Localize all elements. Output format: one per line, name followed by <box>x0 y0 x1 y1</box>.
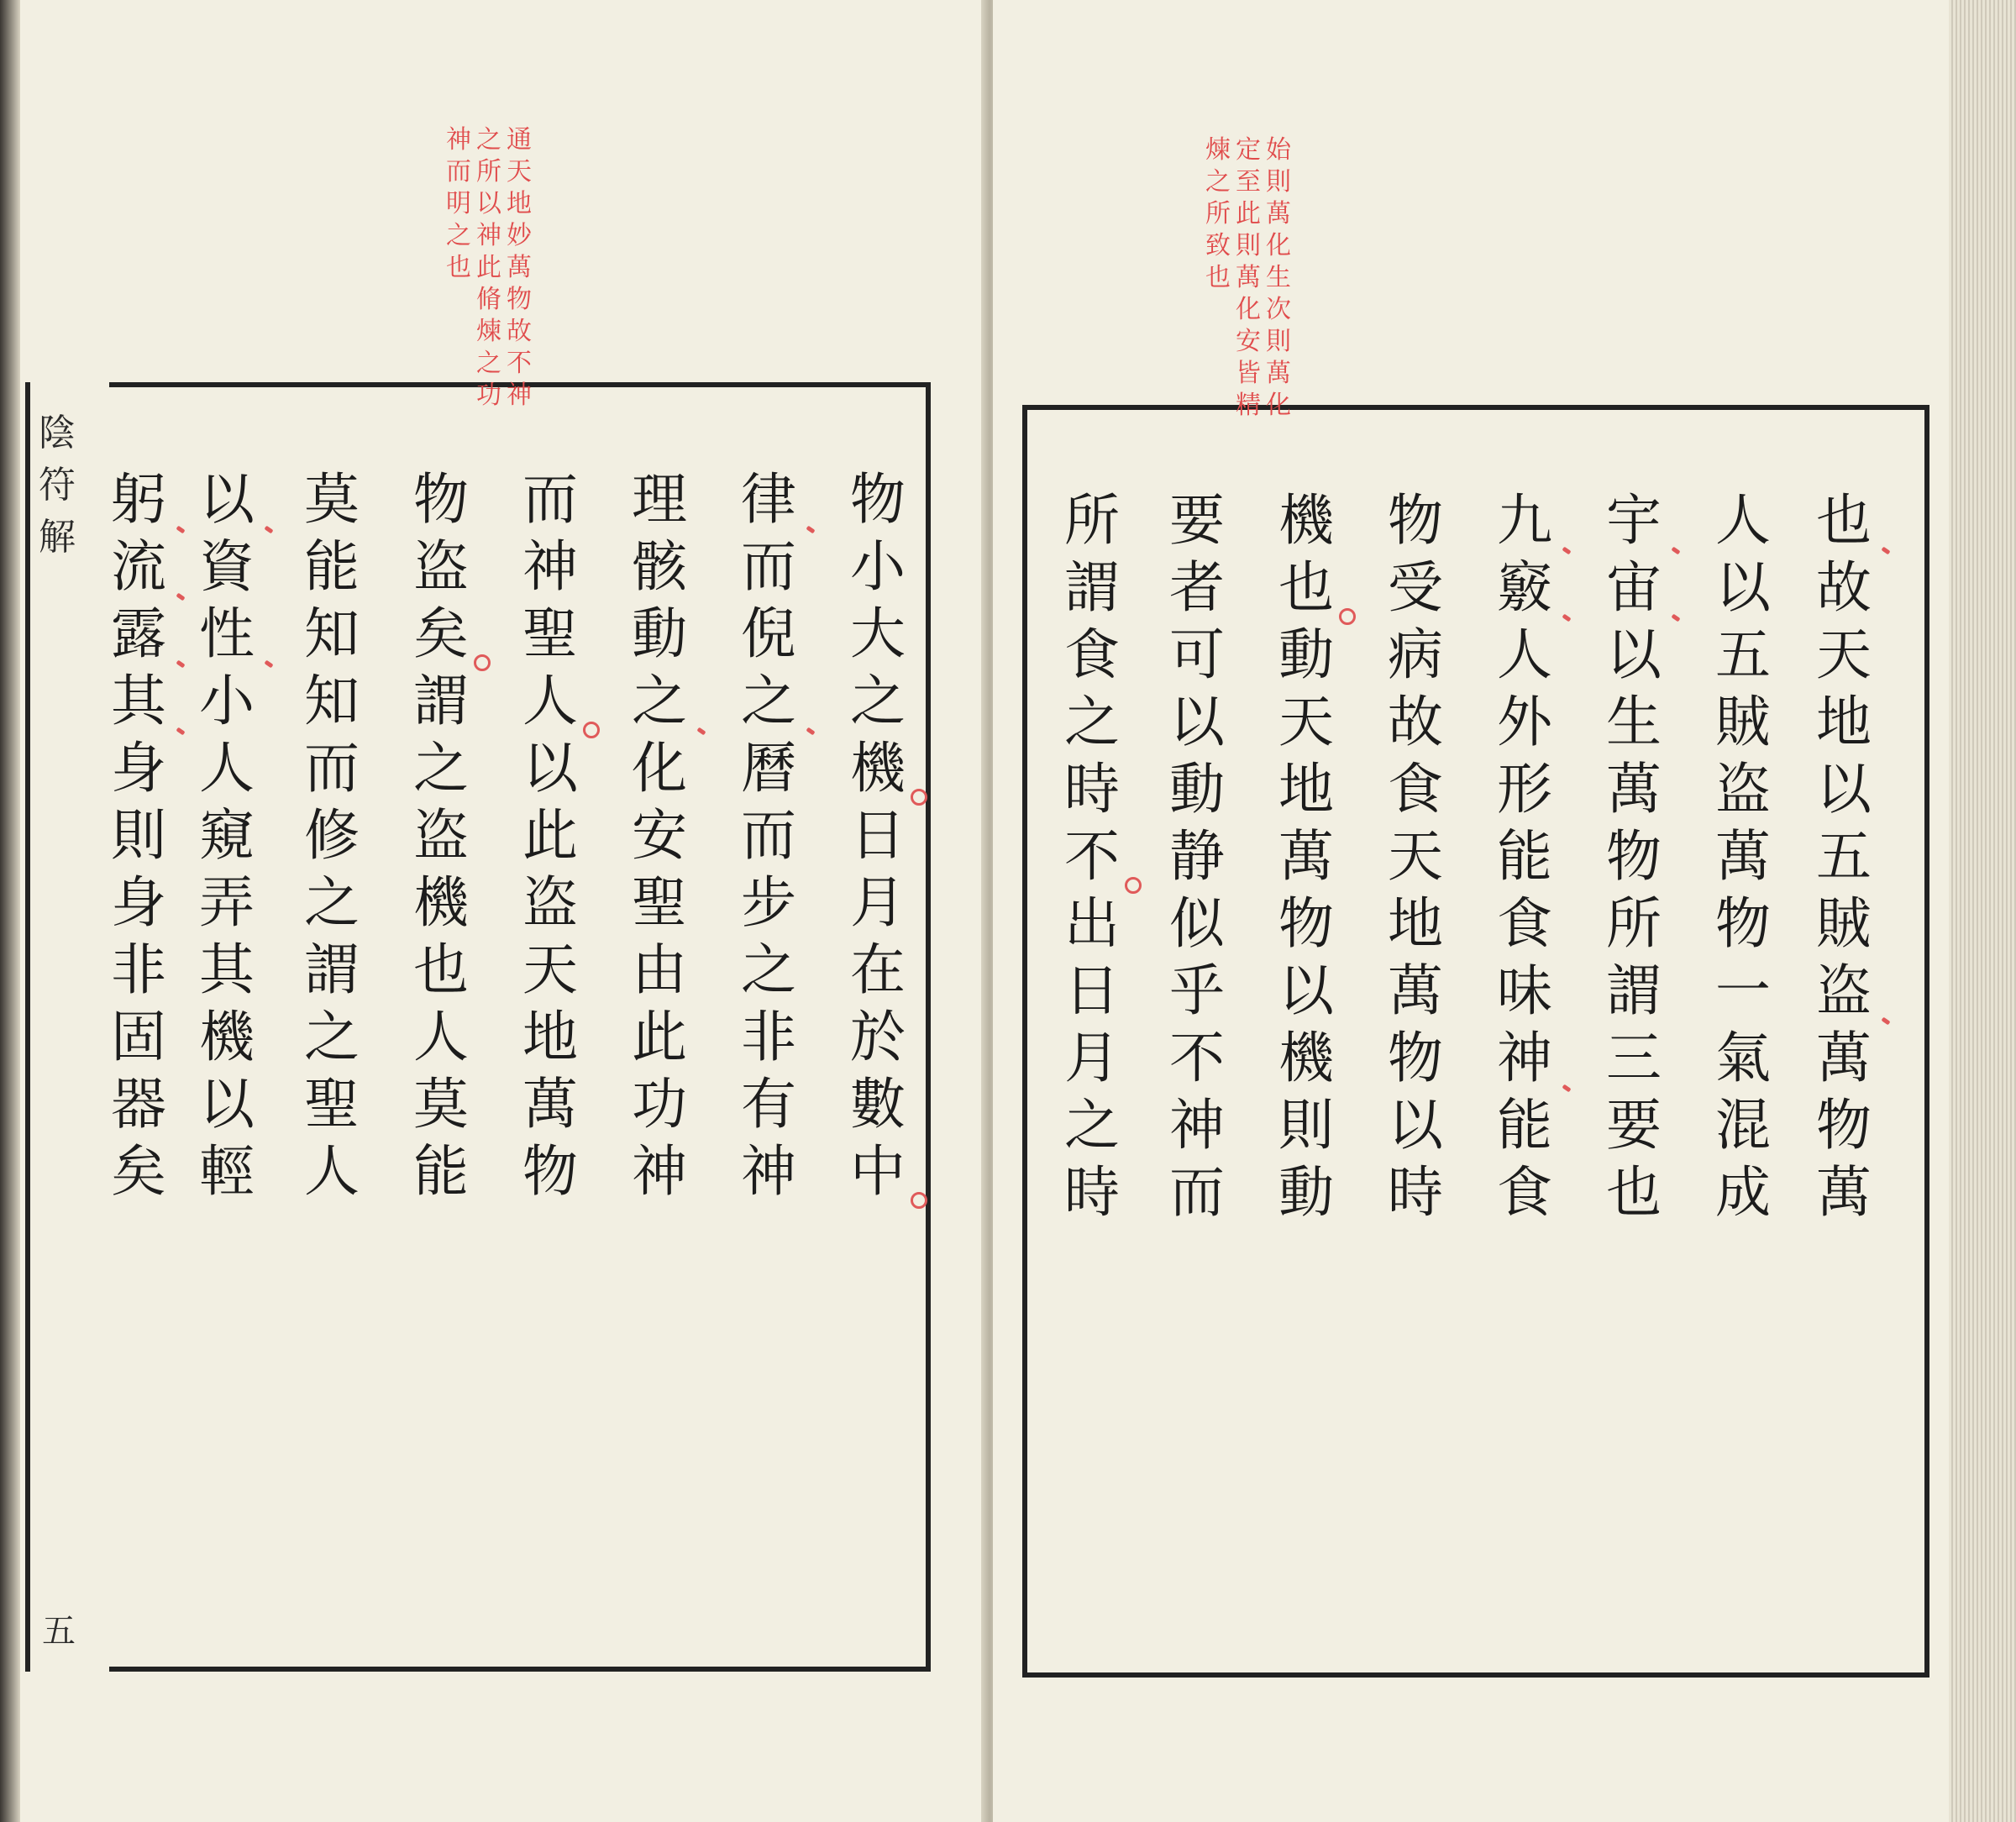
text-char: 動 <box>632 601 687 666</box>
text-char: 賊 <box>1715 690 1771 754</box>
text-char: 於 <box>850 1005 906 1069</box>
text-char: 盗 <box>413 534 469 599</box>
text-char: 混 <box>1715 1093 1771 1158</box>
text-char: 萬 <box>1278 824 1334 889</box>
right-text-col-4 <box>1487 487 1562 1226</box>
annotation-char: 化 <box>1266 391 1291 420</box>
text-char: 之 <box>731 668 806 735</box>
text-char: 非 <box>741 1005 796 1069</box>
text-char: 形 <box>1497 757 1552 822</box>
annotation-char: 地 <box>507 189 532 218</box>
text-char: 物 <box>413 467 469 532</box>
left-text-col-3 <box>622 466 697 1205</box>
text-char: 成 <box>1715 1160 1771 1225</box>
text-char: 之 <box>622 668 697 735</box>
text-char: 機 <box>1278 488 1334 553</box>
text-char: 氣 <box>1715 1026 1771 1090</box>
text-char: 此 <box>522 803 578 868</box>
text-char: 由 <box>632 937 687 1002</box>
text-char: 人 <box>199 736 255 801</box>
annotation-char: 而 <box>446 157 471 186</box>
text-char: 聖 <box>522 601 578 666</box>
text-char: 在 <box>850 937 906 1002</box>
text-char: 其 <box>199 937 255 1002</box>
right-text-col-6 <box>1268 487 1344 1226</box>
text-char: 萬 <box>1606 757 1662 822</box>
left-annotation-col-1 <box>504 124 534 412</box>
annotation-char: 則 <box>1266 327 1291 356</box>
text-char: 曆 <box>741 736 796 801</box>
text-char: 天 <box>1278 690 1334 754</box>
text-char: 莫 <box>413 1072 469 1137</box>
text-char: 以 <box>1388 1093 1443 1158</box>
text-char: 而 <box>522 467 578 532</box>
annotation-char: 也 <box>446 253 471 282</box>
text-char: 神 <box>741 1139 796 1204</box>
text-char: 聖 <box>632 870 687 935</box>
text-char: 律 <box>731 466 806 533</box>
right-text-col-1 <box>1806 487 1882 1226</box>
annotation-char: 萬 <box>1266 359 1291 388</box>
text-char: 數 <box>850 1072 906 1137</box>
text-char: 食 <box>1497 891 1552 956</box>
text-char: 能 <box>304 534 360 599</box>
text-char: 知 <box>304 669 360 733</box>
text-char: 似 <box>1169 891 1225 956</box>
text-char: 天 <box>1388 824 1443 889</box>
text-char: 謂 <box>413 669 469 733</box>
annotation-char: 煉 <box>476 317 501 346</box>
text-char: 之 <box>304 870 360 935</box>
text-char: 弄 <box>199 870 255 935</box>
text-char: 謂 <box>304 937 360 1002</box>
text-char: 非 <box>111 937 166 1002</box>
text-char: 月 <box>1064 1026 1120 1090</box>
annotation-char: 物 <box>507 285 532 314</box>
text-char: 地 <box>1816 690 1872 754</box>
left-annotation-col-2 <box>474 124 504 412</box>
text-char: 以 <box>1816 757 1872 822</box>
text-char: 故 <box>1816 555 1872 620</box>
text-char: 躬 <box>101 466 176 533</box>
annotation-char: 定 <box>1236 135 1261 165</box>
annotation-char: 至 <box>1236 167 1261 197</box>
text-char: 日 <box>1064 958 1120 1023</box>
text-char: 以 <box>199 1072 255 1137</box>
text-char: 賊 <box>1816 891 1872 956</box>
text-char: 修 <box>304 803 360 868</box>
text-char: 也 <box>1606 1160 1662 1225</box>
text-char: 則 <box>111 803 166 868</box>
annotation-char: 功 <box>476 381 501 410</box>
text-char: 安 <box>632 803 687 868</box>
text-char: 有 <box>741 1072 796 1137</box>
text-char: 所 <box>1064 488 1120 553</box>
text-char: 者 <box>1169 555 1225 620</box>
book-left-edge <box>0 0 20 1822</box>
text-char: 盗 <box>522 870 578 935</box>
text-char: 可 <box>1169 622 1225 687</box>
annotation-char: 此 <box>476 253 501 282</box>
text-char: 固 <box>111 1005 166 1069</box>
text-char: 不 <box>1169 1026 1225 1090</box>
text-char: 大 <box>850 601 906 666</box>
text-char: 物 <box>522 1139 578 1204</box>
text-char: 功 <box>632 1072 687 1137</box>
text-char: 機 <box>840 735 916 802</box>
text-char: 知 <box>304 601 360 666</box>
text-char: 骸 <box>632 534 687 599</box>
text-char: 病 <box>1388 622 1443 687</box>
text-char: 天 <box>522 937 578 1002</box>
text-char: 食 <box>1388 757 1443 822</box>
text-char: 其 <box>101 668 176 735</box>
text-char: 矣 <box>403 601 479 668</box>
text-char: 故 <box>1388 690 1443 754</box>
page-edge-stack <box>1949 0 2016 1822</box>
left-text-col-1 <box>840 466 916 1205</box>
text-char: 中 <box>840 1138 916 1205</box>
annotation-char: 也 <box>1205 263 1231 292</box>
text-char: 理 <box>632 467 687 532</box>
annotation-char: 化 <box>1236 295 1261 324</box>
text-char: 動 <box>1278 1160 1334 1225</box>
text-char: 味 <box>1497 958 1552 1023</box>
text-char: 日 <box>850 803 906 868</box>
text-char: 流 <box>101 533 176 601</box>
text-char: 之 <box>850 669 906 733</box>
text-char: 盗 <box>1715 757 1771 822</box>
text-char: 以 <box>522 736 578 801</box>
text-char: 神 <box>1169 1093 1225 1158</box>
annotation-char: 之 <box>1205 167 1231 197</box>
text-char: 之 <box>1064 1093 1120 1158</box>
folio-number: 五 <box>42 1612 76 1651</box>
text-char: 神 <box>522 534 578 599</box>
text-char: 時 <box>1064 757 1120 822</box>
text-char: 小 <box>850 534 906 599</box>
text-char: 之 <box>413 736 469 801</box>
text-char: 以 <box>1606 622 1662 687</box>
text-char: 食 <box>1064 622 1120 687</box>
annotation-char: 神 <box>476 221 501 250</box>
right-annotation-col-2 <box>1233 134 1263 422</box>
annotation-char: 所 <box>476 157 501 186</box>
text-char: 機 <box>413 870 469 935</box>
left-annotation-col-3 <box>444 124 474 284</box>
text-char: 人 <box>1497 622 1552 687</box>
right-text-col-3 <box>1596 487 1672 1226</box>
text-char: 神 <box>1487 1025 1562 1092</box>
text-char: 以 <box>189 466 265 533</box>
text-char: 機 <box>199 1005 255 1069</box>
annotation-char: 萬 <box>1236 263 1261 292</box>
text-char: 物 <box>1388 1026 1443 1090</box>
text-char: 盗 <box>1806 958 1882 1025</box>
text-char: 盗 <box>413 803 469 868</box>
annotation-char: 皆 <box>1236 359 1261 388</box>
text-char: 以 <box>1169 690 1225 754</box>
text-char: 受 <box>1388 555 1443 620</box>
text-char: 倪 <box>741 601 796 666</box>
margin-title-char-2: 符 <box>39 464 76 507</box>
margin-title-char-3: 解 <box>39 516 76 559</box>
text-char: 人 <box>512 668 588 735</box>
annotation-char: 不 <box>507 349 532 378</box>
left-text-col-2 <box>731 466 806 1205</box>
text-char: 莫 <box>304 467 360 532</box>
text-char: 動 <box>1278 622 1334 687</box>
text-char: 之 <box>741 937 796 1002</box>
annotation-char: 所 <box>1205 199 1231 228</box>
text-char: 宇 <box>1596 487 1672 554</box>
text-char: 也 <box>1806 487 1882 554</box>
text-char: 時 <box>1064 1160 1120 1225</box>
text-char: 要 <box>1606 1093 1662 1158</box>
text-char: 物 <box>1816 1093 1872 1158</box>
text-char: 一 <box>1715 958 1771 1023</box>
text-char: 步 <box>741 870 796 935</box>
text-char: 聖 <box>304 1072 360 1137</box>
text-char: 宙 <box>1596 554 1672 622</box>
annotation-char: 之 <box>476 125 501 155</box>
annotation-char: 明 <box>446 189 471 218</box>
text-char: 資 <box>199 534 255 599</box>
text-char: 身 <box>111 870 166 935</box>
margin-title-char-1: 陰 <box>39 412 76 454</box>
text-char: 而 <box>741 534 796 599</box>
text-char: 地 <box>1388 891 1443 956</box>
text-char: 之 <box>304 1005 360 1069</box>
annotation-char: 通 <box>507 125 532 155</box>
text-char: 能 <box>1497 1093 1552 1158</box>
left-text-col-8 <box>101 466 176 1205</box>
left-text-col-4 <box>512 466 588 1205</box>
text-char: 小 <box>199 669 255 733</box>
text-char: 矣 <box>111 1139 166 1204</box>
right-text-col-2 <box>1705 487 1781 1226</box>
margin-title <box>30 407 84 564</box>
text-char: 外 <box>1497 690 1552 754</box>
annotation-char: 此 <box>1236 199 1261 228</box>
text-char: 以 <box>1278 958 1334 1023</box>
text-char: 地 <box>522 1005 578 1069</box>
text-char: 地 <box>1278 757 1334 822</box>
annotation-char: 故 <box>507 317 532 346</box>
annotation-char: 神 <box>507 381 532 410</box>
left-text-col-6 <box>294 466 370 1205</box>
text-char: 神 <box>632 1139 687 1204</box>
annotation-char: 妙 <box>507 221 532 250</box>
annotation-char: 萬 <box>507 253 532 282</box>
text-char: 人 <box>304 1139 360 1204</box>
text-char: 物 <box>1715 891 1771 956</box>
text-char: 三 <box>1606 1026 1662 1090</box>
text-char: 而 <box>304 736 360 801</box>
text-char: 天 <box>1816 622 1872 687</box>
annotation-char: 天 <box>507 157 532 186</box>
annotation-char: 神 <box>446 125 471 155</box>
text-char: 萬 <box>1715 824 1771 889</box>
right-text-col-5 <box>1378 487 1453 1226</box>
text-char: 此 <box>632 1005 687 1069</box>
right-text-frame <box>1022 405 1929 1678</box>
text-char: 萬 <box>522 1072 578 1137</box>
text-char: 萬 <box>1388 958 1443 1023</box>
left-text-col-5 <box>403 466 479 1205</box>
text-char: 能 <box>413 1139 469 1204</box>
annotation-char: 化 <box>1266 231 1291 260</box>
text-char: 生 <box>1606 690 1662 754</box>
text-char: 性 <box>189 601 265 668</box>
text-char: 萬 <box>1816 1026 1872 1090</box>
text-char: 人 <box>1715 488 1771 553</box>
text-char: 也 <box>1268 554 1344 622</box>
annotation-char: 精 <box>1236 391 1261 420</box>
annotation-char: 煉 <box>1205 135 1231 165</box>
right-annotation-col-3 <box>1203 134 1233 294</box>
text-char: 人 <box>413 1005 469 1069</box>
text-char: 食 <box>1497 1160 1552 1225</box>
text-char: 能 <box>1497 824 1552 889</box>
text-char: 而 <box>741 803 796 868</box>
text-char: 乎 <box>1169 958 1225 1023</box>
annotation-char: 之 <box>446 221 471 250</box>
text-char: 物 <box>1278 891 1334 956</box>
text-char: 以 <box>1715 555 1771 620</box>
right-text-col-8 <box>1054 487 1130 1226</box>
annotation-char: 之 <box>476 349 501 378</box>
right-annotation-col-1 <box>1263 134 1294 422</box>
annotation-char: 萬 <box>1266 199 1291 228</box>
annotation-char: 次 <box>1266 295 1291 324</box>
annotation-char: 以 <box>476 189 501 218</box>
text-char: 之 <box>1064 690 1120 754</box>
text-char: 竅 <box>1487 554 1562 622</box>
text-char: 所 <box>1606 891 1662 956</box>
text-char: 謂 <box>1606 958 1662 1023</box>
text-char: 化 <box>632 736 687 801</box>
text-char: 月 <box>850 870 906 935</box>
text-char: 五 <box>1816 824 1872 889</box>
annotation-char: 則 <box>1266 167 1291 197</box>
text-char: 窺 <box>199 803 255 868</box>
text-char: 器 <box>111 1072 166 1137</box>
text-char: 九 <box>1487 487 1562 554</box>
text-char: 輕 <box>199 1139 255 1204</box>
annotation-char: 脩 <box>476 285 501 314</box>
text-char: 物 <box>850 467 906 532</box>
text-char: 動 <box>1169 757 1225 822</box>
text-char: 則 <box>1278 1093 1334 1158</box>
text-char: 要 <box>1169 488 1225 553</box>
text-char: 五 <box>1715 622 1771 687</box>
text-char: 物 <box>1388 488 1443 553</box>
text-char: 機 <box>1278 1026 1334 1090</box>
text-char: 也 <box>413 937 469 1002</box>
text-char: 露 <box>101 601 176 668</box>
annotation-char: 生 <box>1266 263 1291 292</box>
text-char: 出 <box>1064 891 1120 956</box>
margin-rule <box>25 382 30 1672</box>
text-char: 不 <box>1054 823 1130 890</box>
text-char: 謂 <box>1064 555 1120 620</box>
right-text-col-7 <box>1159 487 1235 1226</box>
annotation-char: 安 <box>1236 327 1261 356</box>
annotation-char: 則 <box>1236 231 1261 260</box>
text-char: 萬 <box>1816 1160 1872 1225</box>
text-char: 静 <box>1169 824 1225 889</box>
text-char: 時 <box>1388 1160 1443 1225</box>
text-char: 身 <box>111 736 166 801</box>
annotation-char: 始 <box>1266 135 1291 165</box>
text-char: 而 <box>1169 1160 1225 1225</box>
text-char: 物 <box>1606 824 1662 889</box>
left-text-col-7 <box>189 466 265 1205</box>
annotation-char: 致 <box>1205 231 1231 260</box>
